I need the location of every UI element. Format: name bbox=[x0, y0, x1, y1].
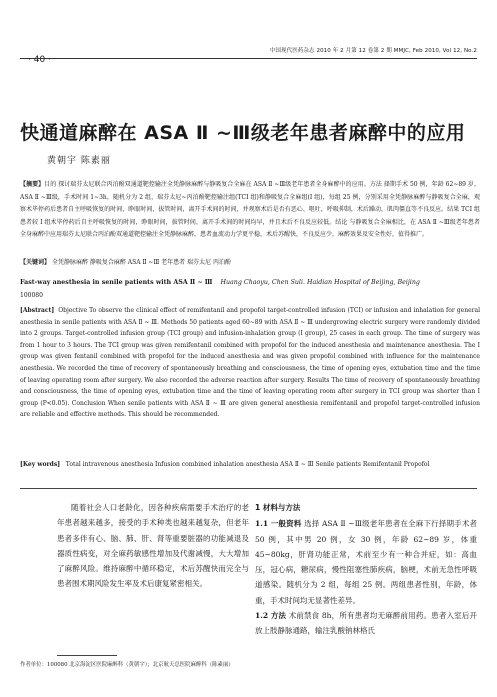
postal-code: 100080 bbox=[20, 292, 43, 299]
cn-keywords-label: 【关键词】 bbox=[20, 259, 51, 266]
english-authors: Huang Chaoyu, Chen Suli. Haidian Hospital of Beijing, Beijing bbox=[220, 279, 420, 286]
footnote-rule bbox=[57, 655, 117, 656]
cn-abstract-label: 【摘要】 bbox=[20, 181, 45, 188]
authors: 黄朝宇 陈素丽 bbox=[47, 156, 111, 166]
article-title: 快通道麻醉在 ASA Ⅱ ~Ⅲ级老年患者麻醉中的应用 bbox=[20, 122, 466, 144]
subsection-1-heading: 1.1 一般资料 bbox=[255, 519, 302, 529]
section-heading: 1 材料与方法 bbox=[255, 503, 301, 512]
cn-keywords-text: 全凭静脉麻醉 静吸复合麻醉 ASA Ⅱ ~Ⅲ 老年患者 瑞芬太尼 丙泊酚 bbox=[51, 259, 231, 266]
subsection-2-text: 术前禁食 8h，所有患者均无麻醉前用药。患者入室后开放上肢静脉通路，输注乳酸钠林格氏 bbox=[255, 611, 477, 636]
chinese-abstract bbox=[20, 179, 480, 242]
english-keywords bbox=[20, 459, 480, 471]
cn-abstract-text: 目的 探讨瑞芬太尼联合丙泊酚双通道靶控输注全凭静脉麻醉与静吸复合全麻在 ASA Ⅱ ~Ⅲ级老年患者全身麻醉中的应用。方法 择期手术 50 例，年龄 62~89 岁，ASA Ⅱ ~Ⅲ级，手术时间 1~3h，随机分为 2 组，瑞芬太尼~丙泊酚靶控输注组(TCI 组)和静吸复合全麻组(I 组)，每组 25 例，分别采用全凭静脉麻醉与静吸复合全麻，观察术毕停药后患者自主呼吸恢复的时间，睁眼时间，拔管时间，离开手术间的时间，并观察术后是否有恶心、呕吐，呼吸抑制，术后躁动，肌肉僵直等不良反应。结果 TCI 组患者较 I 组术毕停药后自主呼吸恢复的时间，睁眼时间，拔管时间，离开手术间的时间均早，并且术后不良反应较低。结论 与静吸复合全麻相比，在 ASA Ⅱ ~Ⅲ级老年患者全身麻醉中应用瑞芬太尼联合丙泊酚双通道靶控输注全凭静脉麻醉，患者血流动力学更平稳，术后苏醒快，不良反应少，麻醉效果及安全性好，值得推广。 bbox=[20, 181, 480, 238]
en-abstract-label: [Abstract] bbox=[20, 307, 55, 314]
body-right-column bbox=[255, 500, 477, 639]
subsection-2-heading: 1.2 方法 bbox=[255, 611, 287, 621]
en-keywords-label: [Key words] bbox=[20, 461, 61, 468]
chinese-keywords bbox=[20, 257, 480, 270]
english-title: Fast-way anesthesia in senile patients with ASA Ⅱ ~ Ⅲ bbox=[20, 279, 213, 286]
subsection-1-text: 选择 ASA Ⅱ ~Ⅲ级老年患者在全麻下行择期手术者 50 例，其中男 20 例，女 30 例，年龄 62~89 岁，体重 45~80kg，肝肾功能正常，术前至少有一种合并症，如：高血压，冠心病，糖尿病，慢性阻塞性肺疾病，脑梗，术前无急性呼吸道感染。随机分为 2 组，每组 25 例。两组患者性别，年龄，体重，手术时间均无显著性差异。 bbox=[255, 519, 477, 605]
en-keywords-text: Total intravenous anesthesia Infusion combined inhalation anesthesia ASA Ⅱ ~ Ⅲ Senile patients Remifentanil Propofol bbox=[65, 461, 430, 468]
author-affiliation-footnote: 作者单位：100080 北京海淀区医院麻醉科（黄朝宇）；北京航天总医院麻醉科（陈素丽） bbox=[20, 662, 234, 668]
en-abstract-text: Objective To observe the clinical effect of remifentanil and propofol target-controlled infusion (TCI) or infusion and inhalation for general anesthesia in senile patients with ASA Ⅱ ~ Ⅲ. Methods 50 patients aged 60~89 with ASA Ⅱ ~ Ⅲ undergrowing electric surgery were randomly divided into 2 groups. Target-controlled infusion group (TCI group) and infusion-inhalation group (I group), 25 cases in each group. The time of surgery was from 1 hour to 3 hours. The TCI group was given remifentanil combined with propofol for the induced anesthesia and maintenance anesthesia. The I group was given fentanil combined with propofol for the induced anesthesia and was given propofol combined with influence for the maintenance anesthesia. We recorded the time of recovery of spontaneously breathing and consciousness, the time of opening eyes, extubation time and the time of leaving operating room after surgery. We also recorded the adverse reaction after surgery. Results The time of recovery of spontaneously breathing and consciousness, the time of opening eyes, extubation time and the time of leaving operating room after surgery in TCI group was shorter than I group (P<0.05). Conclusion When senile patients with ASA Ⅱ ~ Ⅲ are given general anesthesia remifentanil and propofol target-controlled infusion are reliable and effective methods. This should be recommended. bbox=[20, 307, 481, 419]
english-abstract bbox=[20, 305, 480, 421]
page-number: · 40 · bbox=[28, 55, 51, 65]
english-title-line bbox=[20, 279, 420, 286]
body-left-column: 随着社会人口老龄化，因各种疾病需要手术治疗的老年患者越来越多，接受的手术种类也越来越复杂，但老年患者多伴有心、脑、肺、肝、肾等重要脏器的功能减退及器质性病变，对全麻药敏感性增加及代谢减慢，大大增加了麻醉风险。维持麻醉中循环稳定，术后苏醒快而完全与患者围术期风险发生率及术后康复紧密相关。 bbox=[57, 503, 249, 589]
header-rule bbox=[20, 58, 477, 59]
abstract-divider bbox=[20, 488, 477, 489]
journal-header: 中国现代医药杂志 2010 年 2 月第 12 卷第 2 期 MMJC, Feb 2010, Vol 12, No.2 bbox=[269, 48, 477, 54]
